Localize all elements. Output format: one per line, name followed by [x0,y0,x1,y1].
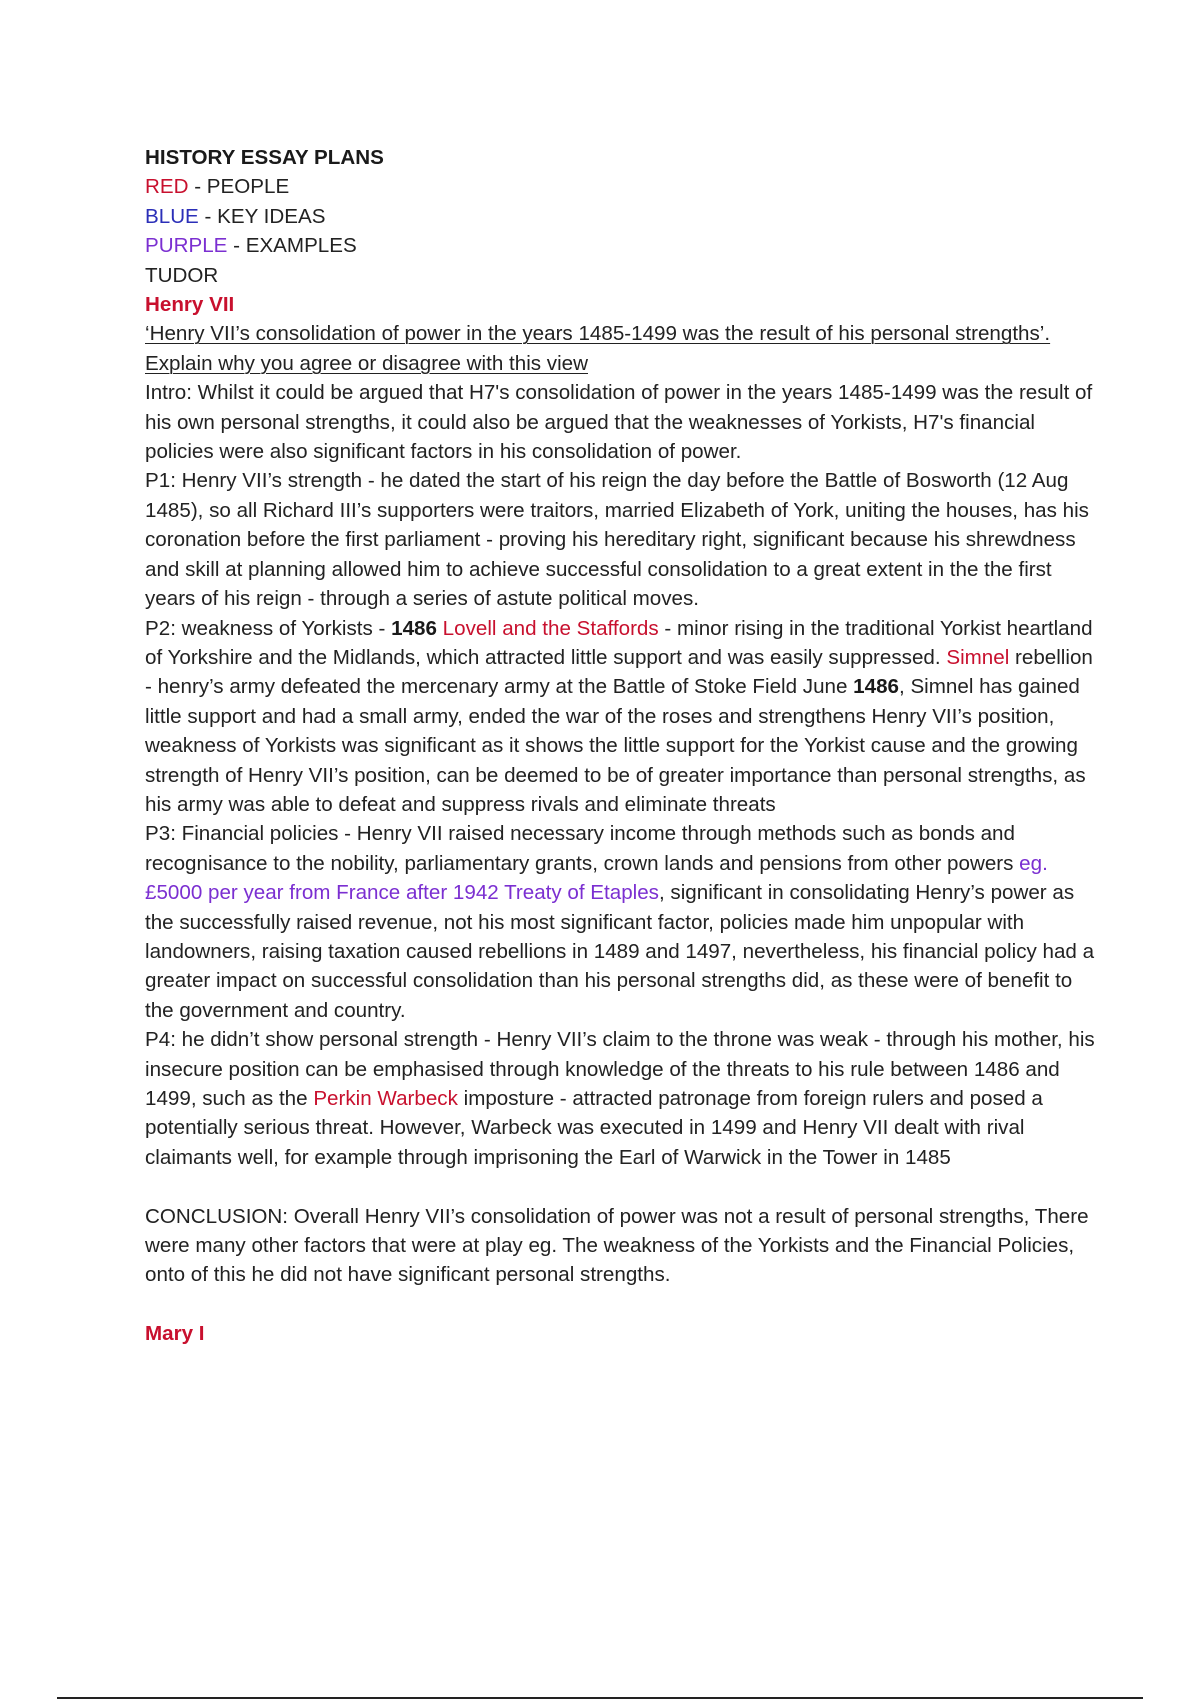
legend-people [145,172,1095,201]
section-heading: TUDOR [145,263,219,287]
paragraph-4 [145,1025,1095,1172]
p3-example: eg. £5000 per year from France after 1942 Treaty of Etaples [145,851,1048,905]
legend-red-meaning: - PEOPLE [188,175,290,199]
p4-text-b: imposture - attracted patronage from foreign rulers and posed a potentially serious threat. However, Warbeck was executed in 1499 and Henry VII dealt with rival claimants well, for example through imprisoning the Earl of Warwick in the Tower in 1485 [145,1087,1043,1169]
p3-text-b: , significant in consolidating Henry’s power as the successfully raised revenue, not his most significant factor, policies made him unpopular with landowners, raising taxation caused rebellions in 1489 and 1497, nevertheless, his financial policy had a greater impact on successful consolidation than his personal strengths did, as these were of benefit to the government and country. [145,881,1095,1022]
legend-blue-word: BLUE [145,204,199,228]
paragraph-1: P1: Henry VII’s strength - he dated the start of his reign the day before the Battle of Bosworth (12 Aug 1485), so all Richard III’s supporters were traitors, married Elizabeth of York, uniting the houses, has his coronation before the first parliament - proving his hereditary right, significant because his shrewdness and skill at planning allowed him to achieve successful consolidation to a great extent in the the first years of his reign - through a series of astute political moves. [145,469,1089,611]
p4-text-a: P4: he didn’t show personal strength - Henry VII’s claim to the throne was weak - through his mother, his insecure position can be emphasised through knowledge of the threats to his rule between 1486 and 1499, such as the [145,1028,1095,1110]
legend-purple-word: PURPLE [145,234,228,258]
legend-examples [145,231,1095,260]
p2-year-2: 1486 [853,675,899,699]
blank-line [145,1172,1095,1201]
page-bottom-rule [57,1697,1143,1699]
paragraph-2 [145,614,1095,820]
p2-text-d: , Simnel has gained little support and had a small army, ended the war of the roses and strengthens Henry VII’s position, weakness of Yorkists was significant as it shows the little support for the Yorkist cause and the growing strength of Henry VII’s position, can be deemed to be of greater importance than personal strengths, as his army was able to defeat and suppress rivals and eliminate threats [145,675,1086,816]
conclusion-paragraph: CONCLUSION: Overall Henry VII’s consolidation of power was not a result of personal strengths, There were many other factors that were at play eg. The weakness of the Yorkists and the Financial Policies, onto of this he did not have significant personal strengths. [145,1204,1089,1287]
p2-text-c: rebellion - henry’s army defeated the mercenary army at the Battle of Stoke Field June [145,645,1093,699]
p2-people-simnel: Simnel [946,645,1010,669]
paragraph-3 [145,819,1095,1025]
mary-heading: Mary I [145,1322,205,1346]
p3-text-a: P3: Financial policies - Henry VII raised necessary income through methods such as bonds and recognisance to the nobility, parliamentary grants, crown lands and pensions from other powers [145,822,1020,875]
p2-year-1: 1486 [391,616,437,640]
essay-question: ‘Henry VII’s consolidation of power in the years 1485-1499 was the result of his personal strengths’. Explain why you agree or disagree with this view [145,322,1051,375]
legend-purple-meaning: - EXAMPLES [227,234,357,258]
intro-paragraph: Intro: Whilst it could be argued that H7's consolidation of power in the years 1485-1499 was the result of his own personal strengths, it could also be argued that the weaknesses of Yorkists, H7's financial policies were also significant factors in his consolidation of power. [145,381,1093,464]
p2-text-a: P2: weakness of Yorkists - [145,616,392,640]
legend-red-word: RED [145,175,189,199]
blank-line [145,1290,1095,1319]
p2-text-b: - minor rising in the traditional Yorkist heartland of Yorkshire and the Midlands, which attracted little support and was easily suppressed. [145,616,1093,669]
p4-people-warbeck: Perkin Warbeck [313,1087,458,1110]
legend-blue-meaning: - KEY IDEAS [198,204,326,228]
p2-people-lovell: Lovell and the Staffords [442,616,659,640]
henry-heading: Henry VII [145,293,235,317]
document-title: HISTORY ESSAY PLANS [145,146,384,169]
legend-key-ideas [145,202,1095,231]
document-page [145,143,1095,1349]
